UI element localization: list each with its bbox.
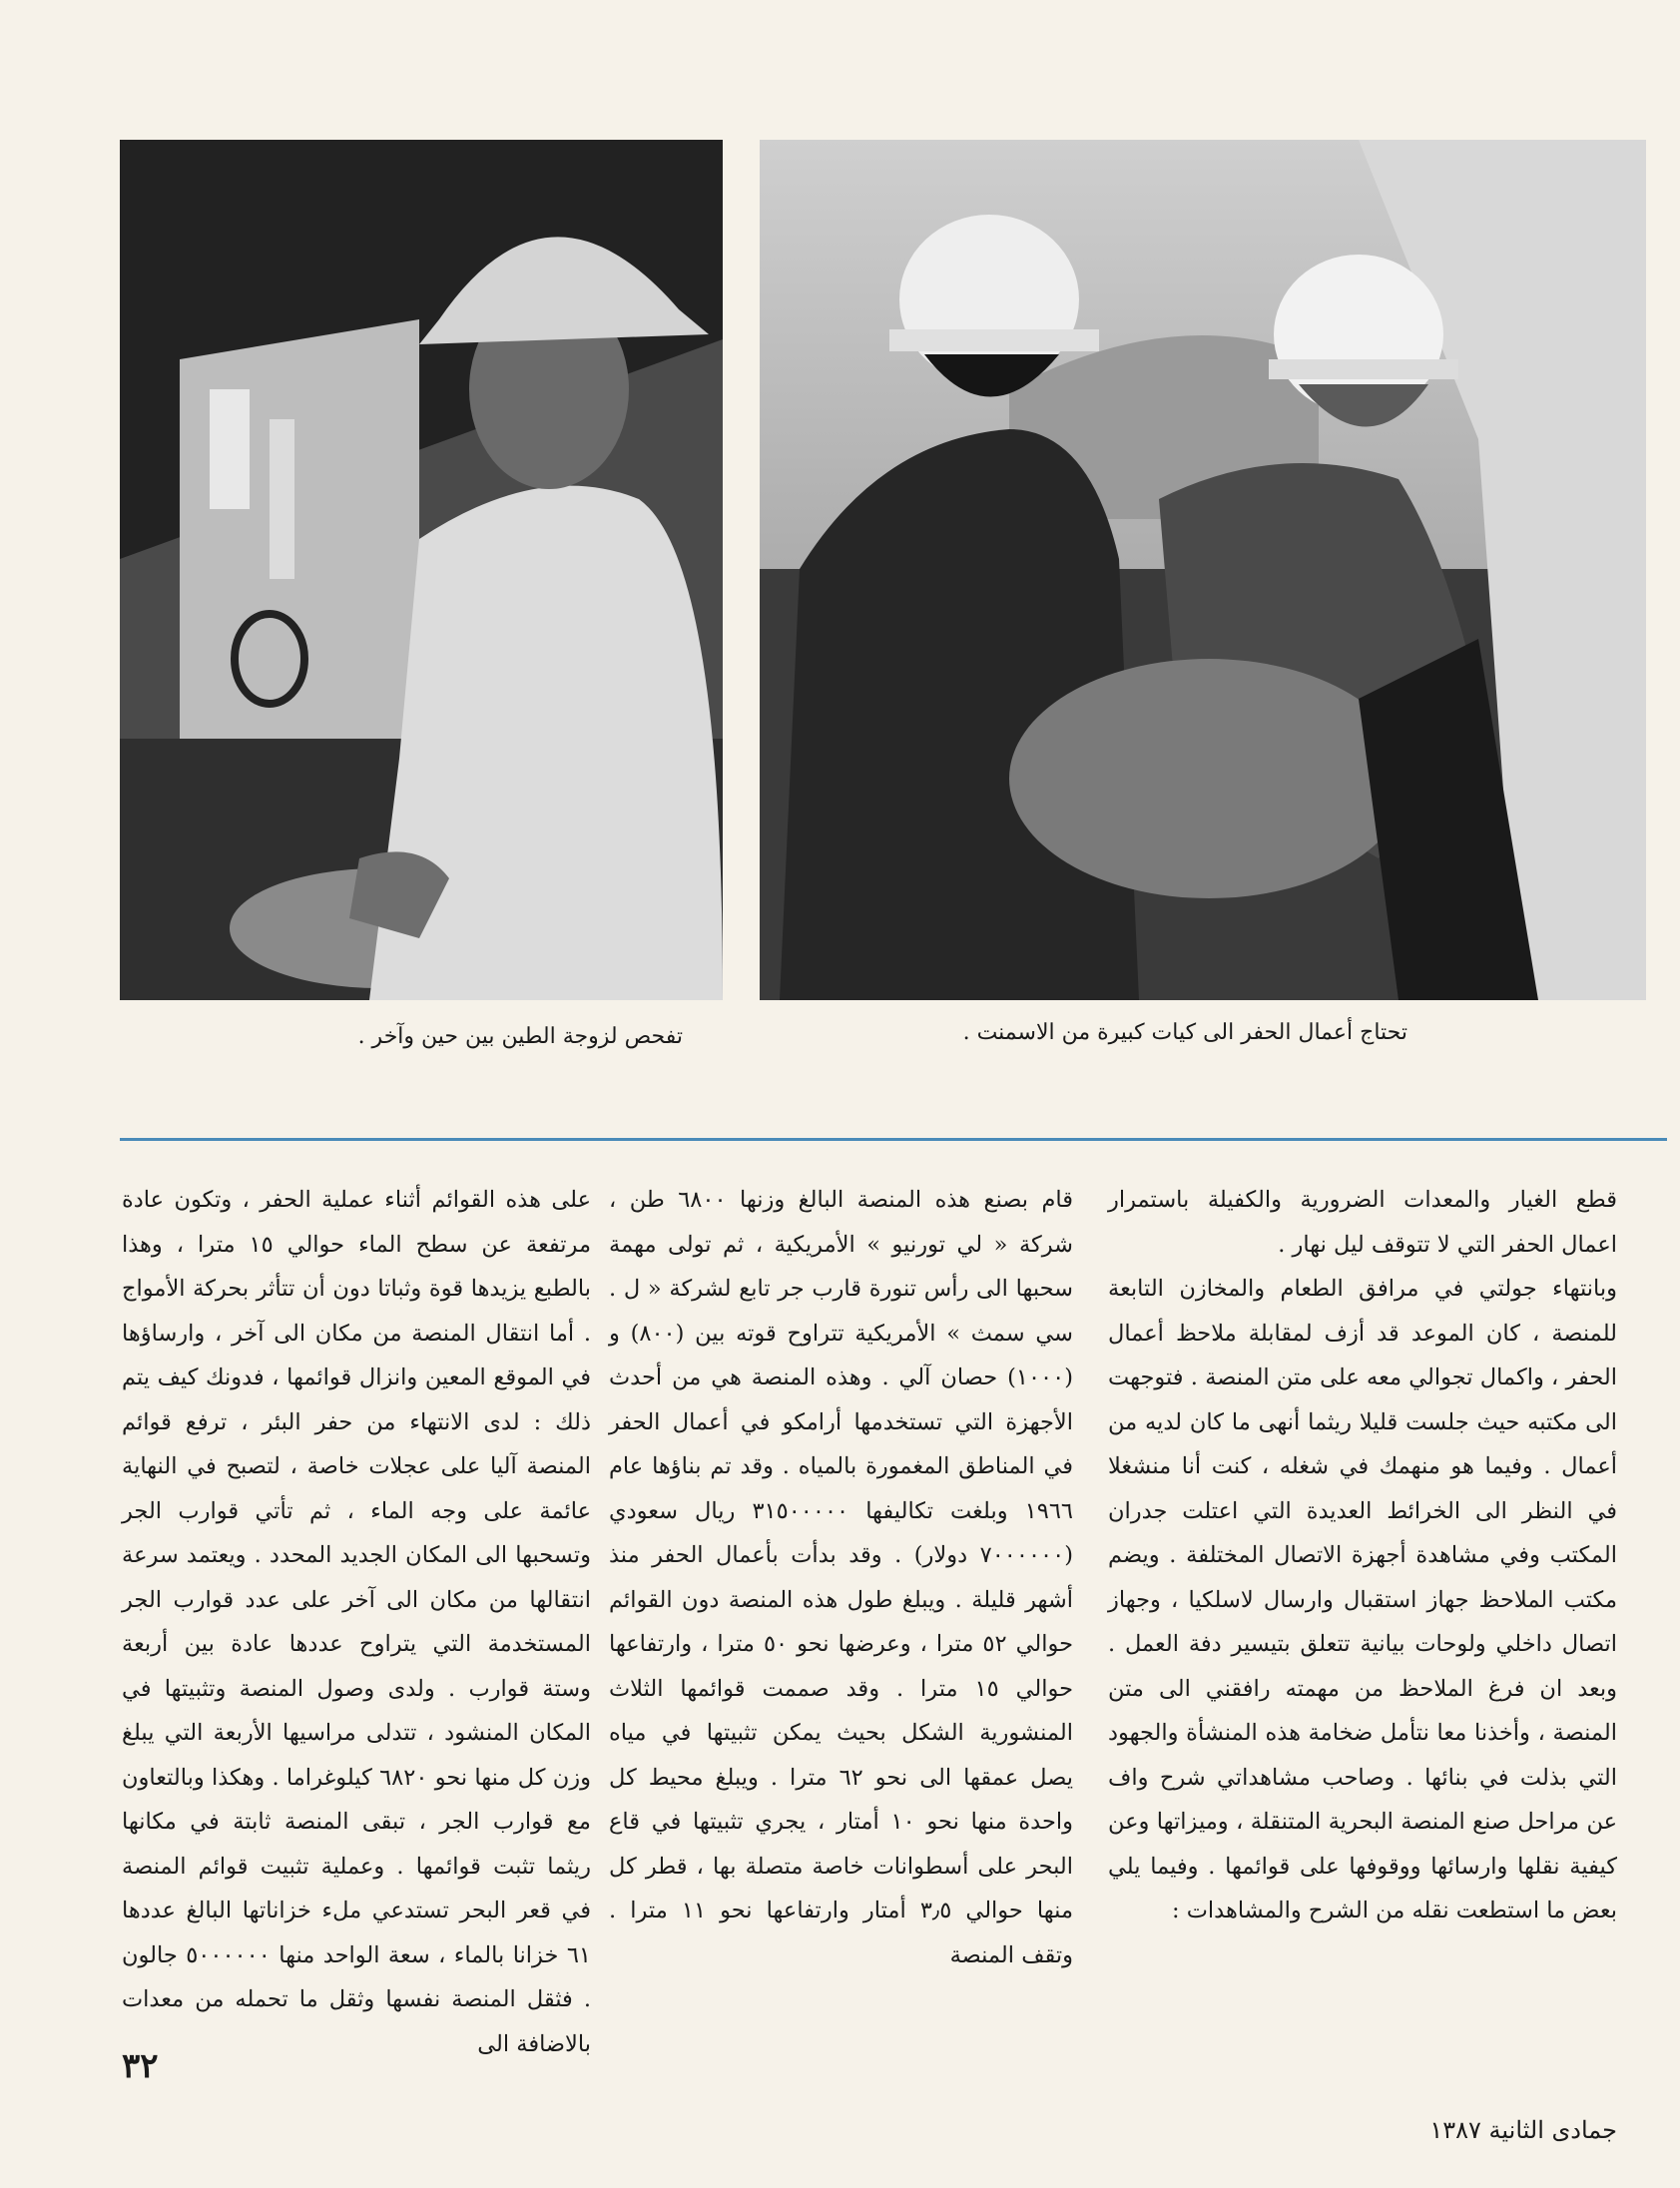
paragraph: قام بصنع هذه المنصة البالغ وزنها ٦٨٠٠ طن ، شركة « لي تورنيو » الأمريكية ، ثم تولى مهمة سحبها الى رأس تنورة قارب جر تابع لشركة « ل . سي سمث » الأمريكية تتراوح قوته بين (٨٠٠) و (١٠٠٠) حصان آلي . وهذه المنصة هي من أحدث الأجهزة التي تستخدمها أرامكو في أعمال الحفر في المناطق المغمورة بالمياه . وقد تم بناؤها عام ١٩٦٦ وبلغت تكاليفها ٣١٥٠٠٠٠٠ ريال سعودي (٧٠٠٠٠٠٠ دولار) . وقد بدأت بأعمال الحفر منذ أشهر قليلة . ويبلغ طول هذه المنصة دون القوائم حوالي ٥٢ مترا ، وعرضها نحو ٥٠ مترا ، وارتفاعها حوالي ١٥ مترا . وقد صممت قوائمها الثلاث المنشورية الشكل بحيث يمكن تثبيتها في مياه يصل عمقها الى نحو ٦٢ مترا . ويبلغ محيط كل واحدة منها نحو ١٠ أمتار ، يجري تثبيتها في قاع البحر على أسطوانات خاصة متصلة بها ، قطر كل منها حوالي ٣٫٥ أمتار وارتفاعها نحو ١١ مترا . وتقف المنصة — [609, 1187, 1074, 1968]
paragraph: قطع الغيار والمعدات الضرورية والكفيلة باستمرار اعمال الحفر التي لا تتوقف ليل نهار . — [1108, 1187, 1617, 1258]
text-column-middle — [609, 1178, 1073, 1977]
page-number: ٣٢ — [122, 2046, 159, 2086]
photo-mud-viscosity — [120, 140, 723, 1000]
paragraph: على هذه القوائم أثناء عملية الحفر ، وتكون عادة مرتفعة عن سطح الماء حوالي ١٥ مترا ، وهذا بالطبع يزيدها قوة وثباتا دون أن تتأثر بحركة الأمواج . أما انتقال المنصة من مكان الى آخر ، وارساؤها في الموقع المعين وانزال قوائمها ، فدونك كيف يتم ذلك : لدى الانتهاء من حفر البئر ، ترفع قوائم المنصة آليا على عجلات خاصة ، لتصبح في النهاية عائمة على وجه الماء ، ثم تأتي قوارب الجر وتسحبها الى المكان الجديد المحدد . ويعتمد سرعة انتقالها من مكان الى آخر على عدد قوارب الجر المستخدمة التي يتراوح عددها عادة بين أربعة وستة قوارب . ولدى وصول المنصة وتثبيتها في المكان المنشود ، تتدلى مراسيها الأربعة التي يبلغ وزن كل منها نحو ٦٨٢٠ كيلوغراما . وهكذا وبالتعاون مع قوارب الجر ، تبقى المنصة ثابتة في مكانها ريثما تثبت قوائمها . وعملية تثبيت قوائم المنصة في قعر البحر تستدعي ملء خزاناتها البالغ عددها ٦١ خزانا بالماء ، سعة الواحد منها ٥٠٠٠٠٠٠ جالون . فثقل المنصة نفسها وثقل ما تحمله من معدات بالاضافة الى — [122, 1187, 591, 2057]
paragraph: وبانتهاء جولتي في مرافق الطعام والمخازن التابعة للمنصة ، كان الموعد قد أزف لمقابلة ملاحظ أعمال الحفر ، واكمال تجوالي معه على متن المنصة . فتوجهت الى مكتبه حيث جلست قليلا ريثما أنهى ما كان لديه من أعمال . وفيما هو منهمك في شغله ، كنت أنا منشغلا في النظر الى الخرائط العديدة التي اعتلت جدران المكتب وفي مشاهدة أجهزة الاتصال المختلفة . ويضم مكتب الملاحظ جهاز استقبال وارسال لاسلكيا ، وجهاز اتصال داخلي ولوحات بيانية تتعلق بتيسير دفة العمل . وبعد ان فرغ الملاحظ من مهمته رافقني الى متن المنصة ، وأخذنا معا نتأمل ضخامة هذه المنشأة والجهود التي بذلت في بنائها . وصاحب مشاهداتي شرح واف عن مراحل صنع المنصة البحرية المتنقلة ، وميزاتها وعن كيفية نقلها وارسائها ووقوفها على قوائمها . وفيما يلي بعض ما استطعت نقله من الشرح والمشاهدات : — [1108, 1276, 1617, 1923]
caption-workers-cement: تحتاج أعمال الحفر الى كيات كبيرة من الاسمنت . — [962, 1020, 1407, 1045]
photo-workers-cement-image — [760, 140, 1646, 1000]
issue-date: جمادى الثانية ١٣٨٧ — [1429, 2116, 1617, 2144]
photo-mud-viscosity-image — [120, 140, 723, 1000]
section-divider — [120, 1138, 1667, 1141]
photo-workers-cement — [760, 140, 1646, 1000]
text-column-left — [122, 1178, 591, 2066]
text-column-right — [1108, 1178, 1617, 1933]
caption-mud-viscosity: تفحص لزوجة الطين بين حين وآخر . — [357, 1024, 683, 1049]
